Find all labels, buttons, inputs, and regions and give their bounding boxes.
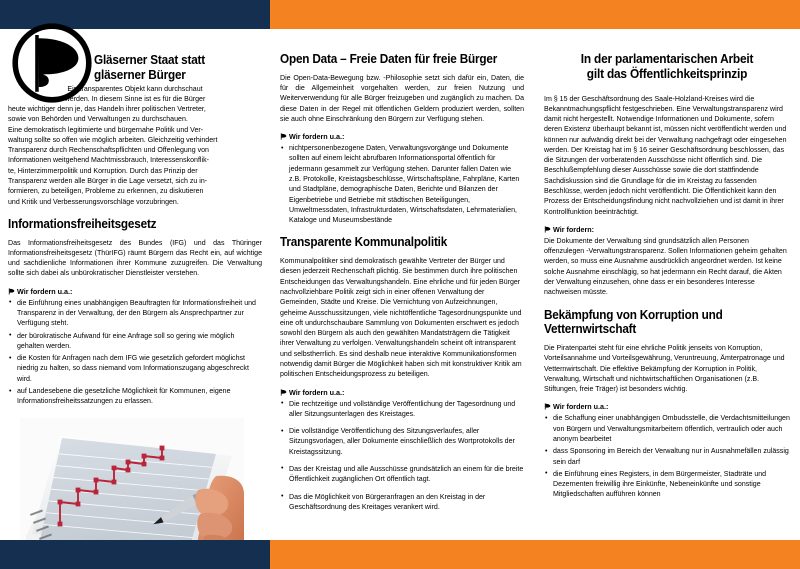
hero-line: werden. In diesem Sinne ist es für die Bürger: [64, 95, 206, 103]
section-heading-line-2: gilt das Öffentlichkeitsprinzip: [586, 66, 748, 81]
right-column: [534, 29, 800, 540]
bottom-color-bar: [0, 540, 800, 569]
list-item: • nichtpersonenbezogene Daten, Verwaltungsvorgänge und Dokumente sollten auf einem leicht abrufbaren Informationsportal öffentlich für jedermann gesammelt zur Verfügung stehen. Darunter fallen Daten wie z.B. Protokolle, Kreistagsbeschlüsse, Wirtschaftspläne, Fahrpläne, Karten und Stadtpläne, demographische Daten, Berichte und Bilanzen der Eigenbetriebe und Betriebe mit städtischen Beteiligungen, Umweltmessdaten, Infrastrukturdaten, Wirtschaftsdaten, Lehrmaterialien, Kataloge und Museumsbestände: [280, 144, 524, 226]
demand-list-kommunalpolitik: [280, 400, 524, 514]
demand-list-korruption: [544, 414, 790, 500]
section-body-transparente-kommunalpolitik: Kommunalpolitiker sind demokratisch gewählte Vertreter der Bürger und diesen jederzeit Rechenschaft plichtig. Sie bestimmen durch ihre politischen Entscheidungen das Verwaltungshandeln. Eine ehrliche und für jeden Bürger nachvollziehbare Politik zeigt sich in einer offenen Verwaltung der Gemeinden, Städte und Kreise. Die Vernichtung von Aufzeichnungen, geheime Ausschussitzungen, viele nichtöffentliche Tagesordnungspunkte und eine oft undurchschaubare Sammlung von Dokumenten erschwert es jedoch sowohl den Bürgern als auch den gewählten Mandatsträgern die Tätigkeit ihrer Verwaltung zu verfolgen. Verwaltungshandeln scheint oft intransparent und selbstherrlich. Es sind deshalb neue interaktive Kommunikationsformen notwendig damit Bürger die Möglichkeit haben sich mit konstruktiver Kritik am politischen Entscheidungsprozess zu beteiligen.: [280, 258, 522, 379]
list-item: • Die vollständige Veröffentlichung des Sitzungsverlaufes, aller Sitzungsvorlagen, aller Dokumente einschließlich des Wortprotokolls der Kreistagssitzung.: [280, 427, 524, 458]
hero-line: Informationen weitgehend Machtmissbrauch, Interessenskonflik-: [8, 157, 209, 165]
demand-heading-label: Wir fordern u.a.:: [289, 387, 345, 397]
page-title: Gläserner Staat statt gläserner Bürger: [94, 53, 205, 82]
bottom-bar-navy-segment: [0, 540, 270, 569]
hero-line: sowie von Behörden und Verwaltungen zu durchschauen.: [8, 116, 188, 124]
demand-heading: [280, 388, 524, 397]
hero-line: heute wichtiger denn je, das Handeln ihrer politischen Vertreter,: [8, 106, 206, 114]
section-heading-line-1: Bekämpfung von Korruption und: [544, 307, 723, 322]
list-item: • Das der Kreistag und alle Ausschüsse grundsätzlich an einem für die breite Öffentlichkeit zugänglichen Ort öffentlich tagt.: [280, 465, 524, 486]
section-heading-line-1: In der parlamentarischen Arbeit: [580, 52, 754, 66]
demand-heading: [544, 402, 790, 411]
section-heading-open-data: Open Data – Freie Daten für freie Bürger: [280, 52, 498, 66]
photo-chart-with-hand-and-pen: [20, 418, 244, 550]
list-item: • die Schaffung einer unabhängigen Ombudsstelle, die Verdachtsmitteilungen von Bürgern und Verwaltungsmitarbeitern öffentlich, vertraulich oder auch anonym bearbeitet: [544, 414, 790, 445]
section-body-korruption: Die Piratenpartei steht für eine ehrliche Politik jenseits von Korruption, Vorteilsannahme und Vorteilsgewährung, Veruntreuung, Ämterpatronage und Vetternwirtschaft. Die effektive Bekämpfung der Korruption in Politik, Verwaltung, Wirtschaft und nichtwirtschaftlichen Organisationen (z.B. Stiftungen, freie Träger) ist besonders wichtig.: [544, 345, 785, 394]
list-item: • die Einführung eines unabhängigen Beauftragten für Informationsfreiheit und Transparenz in der Verwaltung, der den Bürgern als Ansprechpartner zur Verfügung steht.: [8, 299, 262, 330]
demand-heading-label: Wir fordern u.a.:: [17, 286, 73, 296]
flyer-body: [0, 29, 800, 540]
hero-line: Ein transparentes Objekt kann durchschaut: [67, 85, 203, 93]
list-item: • Die rechtzeitige und vollständige Veröffentlichung der Tagesordnung und aller Sitzungsunterlagen des Kreistages.: [280, 400, 524, 421]
demand-heading-label: Wir fordern:: [553, 224, 595, 234]
demand-body-verwaltungstransparenz: Die Dokumente der Verwaltung sind grundsätzlich allen Personen offenzulegen -Verwaltungstransparenz. Sollen Informationen geheim gehalten werden, so muss eine Ausnahme ausdrücklich angeordnet werden. Ist keine solche Ausnahme einschlägig, so hat jedermann ein Recht darauf, die Akten der Verwaltung einzusehen, ohne dass er ein besonderes Interesse nachweisen müsste.: [544, 237, 787, 297]
middle-column: [272, 29, 534, 540]
hero-line: Transparenz werden alle Bürger in die Lage versetzt, sich zu in-: [8, 178, 208, 186]
sail-flag-icon: [544, 226, 551, 233]
hero-line: Eine demokratisch legitimierte und bürgernahe Politik und Ver-: [8, 126, 204, 134]
demand-heading: [280, 132, 524, 141]
demand-heading-label: Wir fordern u.a.:: [289, 132, 345, 142]
piratenpartei-sail-logo: [12, 23, 92, 103]
section-heading-informationsfreiheitsgesetz: Informationsfreiheitsgesetz: [8, 216, 157, 231]
section-heading-korruption: [544, 308, 775, 338]
sail-flag-icon: [280, 389, 287, 396]
section-body-parlamentarische-arbeit: Im § 15 der Geschäftsordnung des Saale-Holzland-Kreises wird die Bekanntmachungspflicht festgeschrieben. Eine Verwaltungstransparenz wird damit nicht hergestellt. Notwendige Informationen und Dokumente, sofern deren Existenz überhaupt bekannt ist, müssen nicht veröffentlicht werden und können nur aufwändig direkt bei der Verwaltung nachgefragt oder eingesehen werden. Der Kreistag hat im § 16 seiner Geschäftsordnung beschlossen, das die Sitzungen der vorberatenden Ausschüsse nicht öffentlich sind. Die Beschlußempfehlung dieser Ausschüsse sowie die dort stattfindende Sachdiskussion sind die Grundlage für die im Kreistag zu fassenden Beschlüsse, werden jedoch nicht veröffentlicht. Die Öffentlichkeit kann den Prozess der Entscheidungsfindung nicht nachvollziehen und ist damit in ihrer Kontrollfunktion beeinträchtigt.: [544, 95, 787, 216]
list-item: • dass Sponsoring im Bereich der Verwaltung nur in Ausnahmefällen zulässig sein darf: [544, 447, 790, 468]
sail-flag-icon: [544, 403, 551, 410]
list-item: • die Kosten für Anfragen nach dem IFG wie gesetzlich gefordert möglichst niedrig zu halten, so dass niemand vom Informationszugang abgeschreckt wird.: [8, 354, 262, 385]
hero-line: te, Hinterzimmerpolitik und Korruption. Durch das Prinzip der: [8, 167, 198, 175]
top-bar-orange-segment: [270, 0, 800, 29]
list-item: • auf Landesebene die gesetzliche Möglichkeit für Kommunen, eigene Informationsfreiheitssatzungen zu erlassen.: [8, 387, 262, 408]
section-heading-parlamentarische-arbeit: [550, 52, 784, 82]
list-item: • Das die Möglichkeit von Bürgeranfragen an den Kreistag in der Geschäftsordnung des Kreitages verankert wird.: [280, 493, 524, 514]
demand-heading-label: Wir fordern u.a.:: [553, 402, 609, 412]
left-column: [0, 29, 272, 540]
sail-flag-icon: [280, 133, 287, 140]
hero-line: waltung sollte so offen wie möglich arbeiten. Gleichzeitig verhindert: [8, 136, 218, 144]
demand-list-open-data: [280, 144, 524, 226]
demand-heading: [544, 225, 790, 234]
bottom-bar-orange-segment: [270, 540, 800, 569]
hero-line: formieren, zu beteiligen, Probleme zu erkennen, zu diskutieren: [8, 188, 204, 196]
hero-line: und Kritik und Verbesserungsvorschläge vorzubringen.: [8, 198, 179, 206]
hero-block: [8, 35, 262, 208]
section-body-informationsfreiheitsgesetz: Das Informationsfreiheitsgesetz des Bundes (IFG) und das Thüringer Informationsfreiheitsgesetz (ThürIFG) räumt Bürgern das Recht ein, auf wichtige und sachdienliche Informationen ihrer Kommune zuzugreifen. Die Verwaltung sollte sich dabei als unbürokratischer Dienstleister verstehen.: [8, 239, 262, 278]
section-body-open-data: Die Open-Data-Bewegung bzw. -Philosophie setzt sich dafür ein, Daten, die für die Allgemeinheit vorgehalten werden, zur freien Nutzung und Weiterverwendung für alle Bürger freizugeben und zugänglich zu machen. Da diese Daten in der Regel mit öffentlichen Geldern produziert werden, sollten sie auch ohne Einschränkung den Bürgern zur Verfügung stehen.: [280, 74, 524, 123]
list-item: • der bürokratische Aufwand für eine Anfrage soll so gering wie möglich gehalten werden.: [8, 332, 262, 353]
demand-list-informationsfreiheit: [8, 299, 262, 408]
list-item: • die Einführung eines Registers, in dem Bürgermeister, Stadträte und Dezernenten freiwillig ihre Einkünfte, Nebeneinkünfte und sonstige Mitgliedschaften aufführen können: [544, 470, 790, 501]
sail-flag-icon: [8, 288, 15, 295]
top-color-bar: [0, 0, 800, 29]
section-heading-line-2: Vetternwirtschaft: [544, 322, 637, 337]
section-heading-transparente-kommunalpolitik: Transparente Kommunalpolitik: [280, 235, 448, 250]
demand-heading: [8, 287, 262, 296]
hero-line: Transparenz durch Rechenschaftspflichten und Offenlegung von: [8, 147, 209, 155]
